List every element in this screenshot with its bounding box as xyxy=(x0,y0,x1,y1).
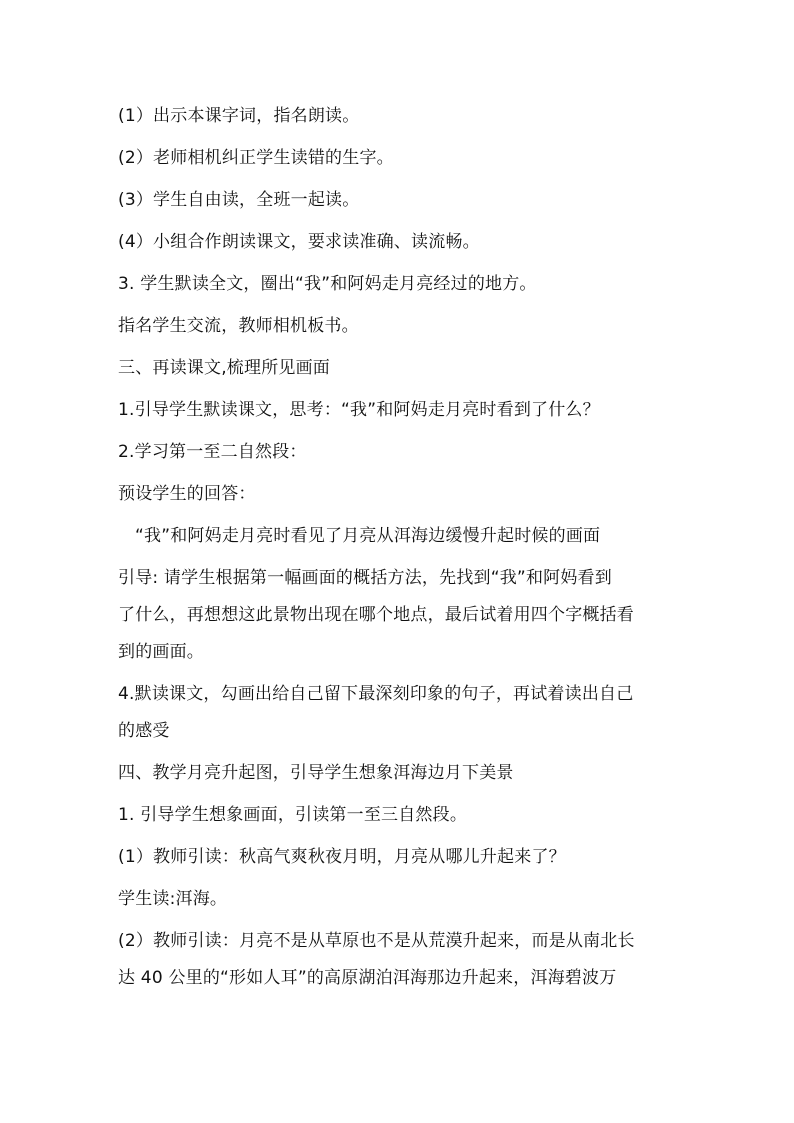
text-line-13: 了什么，再想想这此景物出现在哪个地点，最后试着用四个字概括看 xyxy=(118,605,634,625)
section-heading-3: 三、再读课文,梳理所见画面 xyxy=(118,358,331,378)
text-line-1: (1）出示本课字词，指名朗读。 xyxy=(118,106,360,126)
text-line-20: 学生读:洱海。 xyxy=(118,889,228,909)
text-line-4: (4）小组合作朗读课文，要求读准确、读流畅。 xyxy=(118,232,480,252)
text-line-11: “我”和阿妈走月亮时看见了月亮从洱海边缓慢升起时候的画面 xyxy=(135,526,601,546)
text-line-16: 的感受 xyxy=(118,721,170,741)
text-line-9: 2.学习第一至二自然段： xyxy=(118,442,307,462)
text-line-18: 1. 引导学生想象画面，引读第一至三自然段。 xyxy=(118,805,468,825)
text-line-10: 预设学生的回答： xyxy=(118,484,256,504)
text-line-21: (2）教师引读：月亮不是从草原也不是从荒漠升起来，而是从南北长 xyxy=(118,931,635,951)
text-line-12: 引导: 请学生根据第一幅画面的概括方法，先找到“我”和阿妈看到 xyxy=(118,568,612,588)
text-line-3: (3）学生自由读，全班一起读。 xyxy=(118,190,360,210)
text-line-8: 1.引导学生默读课文，思考：“我”和阿妈走月亮时看到了什么？ xyxy=(118,400,600,420)
text-line-6: 指名学生交流，教师相机板书。 xyxy=(118,316,359,336)
text-line-22: 达 40 公里的“形如人耳”的高原湖泊洱海那边升起来，洱海碧波万 xyxy=(118,968,617,988)
text-line-14: 到的画面。 xyxy=(118,642,204,662)
document-body xyxy=(118,101,678,1005)
text-line-19: (1）教师引读：秋高气爽秋夜月明，月亮从哪儿升起来了？ xyxy=(118,847,566,867)
section-heading-4: 四、教学月亮升起图，引导学生想象洱海边月下美景 xyxy=(118,763,514,783)
text-line-2: (2）老师相机纠正学生读错的生字。 xyxy=(118,148,394,168)
text-line-15: 4.默读课文，勾画出给自己留下最深刻印象的句子，再试着读出自己 xyxy=(118,684,634,704)
text-line-5: 3. 学生默读全文，圈出“我”和阿妈走月亮经过的地方。 xyxy=(118,274,537,294)
